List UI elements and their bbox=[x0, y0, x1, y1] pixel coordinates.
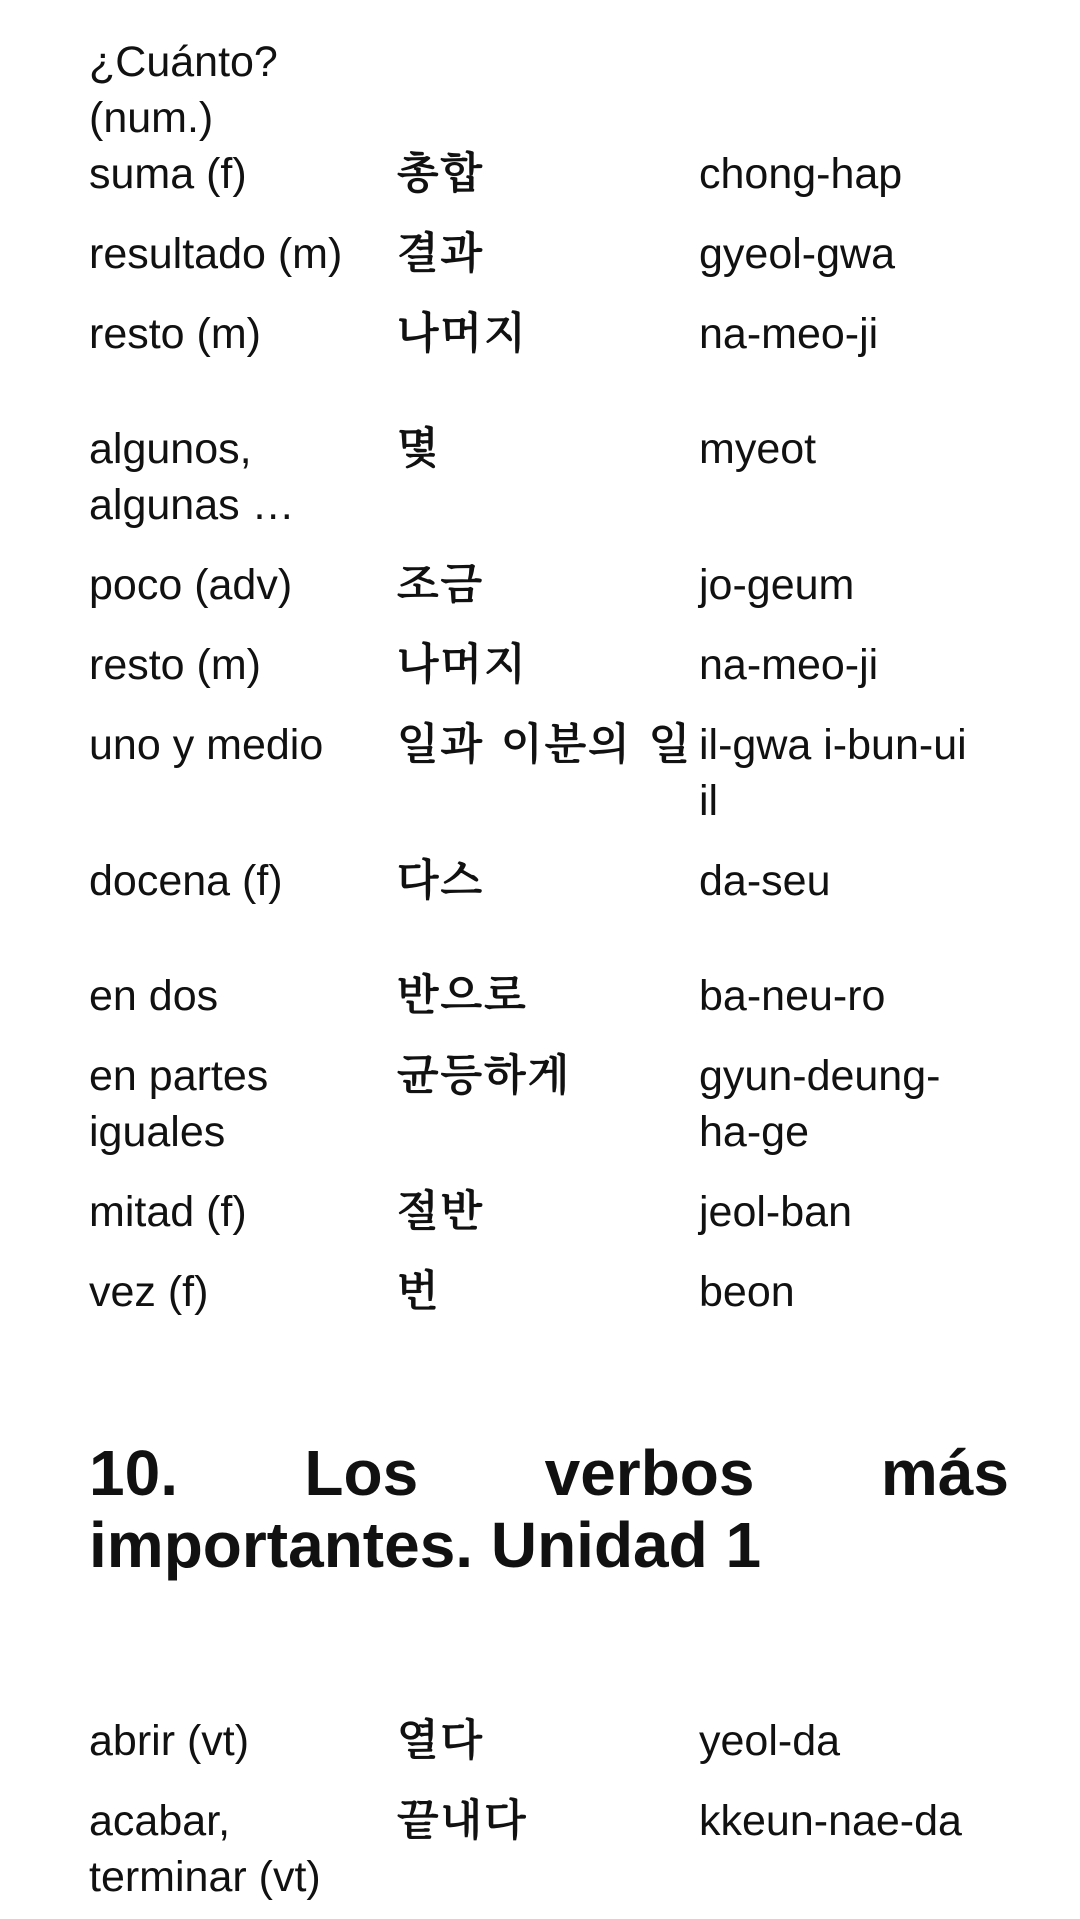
korean-term: 조금 bbox=[397, 560, 485, 610]
spanish-term: abrir (vt) bbox=[89, 1717, 250, 1765]
korean-term: 나머지 bbox=[397, 640, 528, 690]
romanization: gyeol-gwa bbox=[699, 230, 895, 278]
romanization: il-gwa i-bun-ui il bbox=[699, 721, 967, 825]
vocabulary-table-verbs bbox=[89, 1713, 989, 1913]
korean-term: 총합 bbox=[397, 149, 485, 199]
table-row bbox=[89, 1048, 989, 1184]
romanization: yeol-da bbox=[699, 1717, 841, 1765]
korean-term: 반으로 bbox=[397, 971, 528, 1021]
korean-term: 끝내다 bbox=[397, 1796, 528, 1846]
table-row bbox=[89, 637, 989, 717]
table-row bbox=[89, 557, 989, 637]
korean-term: 결과 bbox=[397, 229, 485, 279]
spanish-term: vez (f) bbox=[89, 1268, 209, 1316]
spanish-term: uno y medio bbox=[89, 721, 324, 769]
table-row bbox=[89, 226, 989, 306]
romanization: da-seu bbox=[699, 857, 831, 905]
spanish-term: algunos, algunas … bbox=[89, 425, 295, 529]
korean-term: 다스 bbox=[397, 856, 485, 906]
spanish-term: ¿Cuánto? (num.) bbox=[89, 38, 278, 142]
table-row bbox=[89, 146, 989, 226]
korean-term: 번 bbox=[397, 1267, 441, 1317]
korean-term: 절반 bbox=[397, 1187, 485, 1237]
romanization: ba-neu-ro bbox=[699, 972, 886, 1020]
table-row bbox=[89, 421, 989, 557]
romanization: na-meo-ji bbox=[699, 641, 879, 689]
table-row bbox=[89, 853, 989, 968]
table-row bbox=[89, 717, 989, 853]
section-heading: 10. Los verbos más importantes. Unidad 1 bbox=[89, 1437, 1009, 1581]
spanish-term: resultado (m) bbox=[89, 230, 343, 278]
romanization: chong-hap bbox=[699, 150, 903, 198]
romanization bbox=[699, 34, 989, 146]
romanization: jo-geum bbox=[699, 561, 855, 609]
romanization: beon bbox=[699, 1268, 795, 1316]
korean-term: 균등하게 bbox=[397, 1051, 572, 1101]
spanish-term: poco (adv) bbox=[89, 561, 293, 609]
romanization: na-meo-ji bbox=[699, 310, 879, 358]
table-row bbox=[89, 306, 989, 421]
korean-term: 일과 이분의 일 bbox=[397, 720, 693, 770]
vocabulary-table-numbers bbox=[89, 34, 989, 1344]
korean-term: 몇 bbox=[397, 424, 441, 474]
table-row bbox=[89, 1793, 989, 1913]
romanization: kkeun-nae-da bbox=[699, 1797, 962, 1845]
korean-term: 나머지 bbox=[397, 309, 528, 359]
table-row bbox=[89, 1713, 989, 1793]
spanish-term: en dos bbox=[89, 972, 219, 1020]
table-row bbox=[89, 1184, 989, 1264]
romanization: myeot bbox=[699, 425, 817, 473]
romanization: jeol-ban bbox=[699, 1188, 852, 1236]
spanish-term: mitad (f) bbox=[89, 1188, 247, 1236]
spanish-term: resto (m) bbox=[89, 641, 261, 689]
spanish-term: suma (f) bbox=[89, 150, 247, 198]
spanish-term: resto (m) bbox=[89, 310, 261, 358]
romanization: gyun-deung-ha-ge bbox=[699, 1052, 941, 1156]
korean-term bbox=[397, 34, 699, 146]
korean-term: 열다 bbox=[397, 1716, 485, 1766]
spanish-term: docena (f) bbox=[89, 857, 283, 905]
spanish-term: en partes iguales bbox=[89, 1052, 269, 1156]
spanish-term: acabar, terminar (vt) bbox=[89, 1797, 321, 1901]
table-row bbox=[89, 968, 989, 1048]
table-row bbox=[89, 1264, 989, 1344]
table-row bbox=[89, 34, 989, 146]
